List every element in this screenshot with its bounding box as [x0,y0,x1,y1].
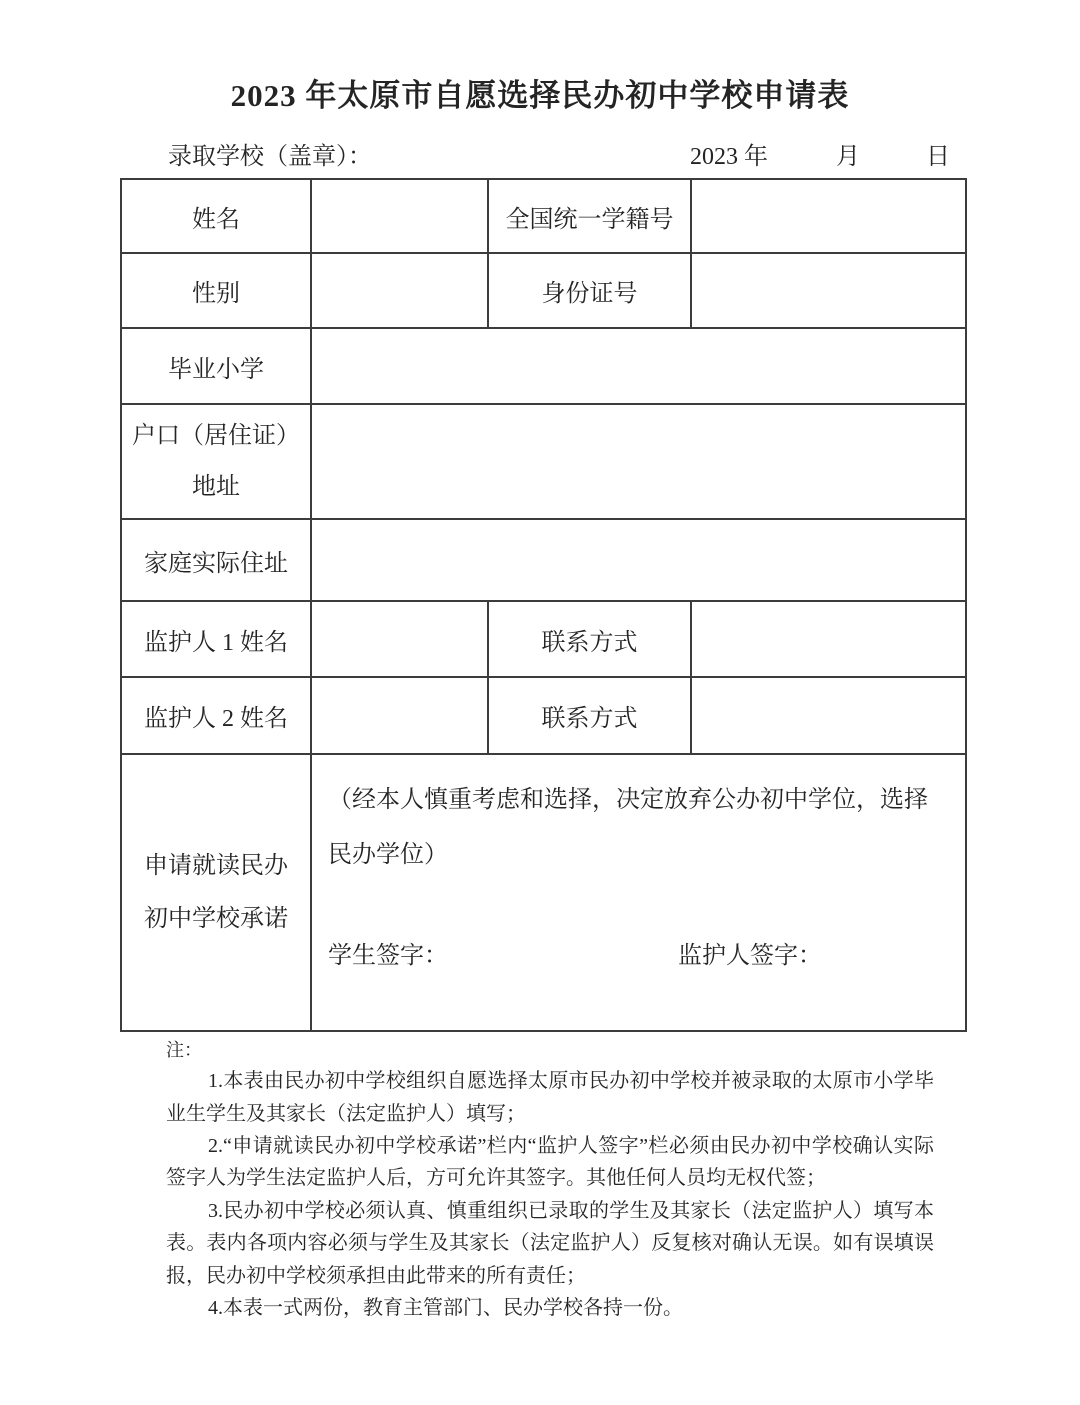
commitment-statement: （经本人慎重考虑和选择，决定放弃公办初中学位，选择民办学位） [328,787,928,869]
household-address-label [121,404,311,519]
commitment-cell [311,754,966,1031]
row-family-address [121,519,966,601]
graduated-primary-school-field[interactable] [311,328,966,404]
commitment-label-line1: 申请就读民办 [144,852,288,879]
date-year-label: 2023 年 [690,144,768,170]
student-signature-label: 学生签字： [328,943,448,970]
note-item-1: 1.本表由民办初中学校组织自愿选择太原市民办初中学校并被录取的太原市小学毕业生学生及其家长（法定监护人）填写； [166,1070,934,1125]
page-title: 2023 年太原市自愿选择民办初中学校申请表 [230,78,850,113]
notes-section [166,1036,934,1324]
commitment-label-line2: 初中学校承诺 [144,905,288,932]
graduated-primary-school-label: 毕业小学 [121,328,311,404]
id-card-number-label: 身份证号 [488,253,691,328]
form-header-row [168,136,950,171]
national-student-id-field[interactable] [691,179,966,253]
application-form-table [120,178,967,1032]
date-day-label: 日 [926,144,950,170]
guardian1-contact-field[interactable] [691,601,966,677]
family-actual-address-field[interactable] [311,519,966,601]
row-primary-school [121,328,966,404]
guardian2-contact-label: 联系方式 [488,677,691,754]
household-address-label-line2: 地址 [192,473,240,500]
admission-school-stamp-label: 录取学校（盖章）： [168,144,372,170]
notes-heading: 注： [166,1040,202,1060]
guardian1-name-field[interactable] [311,601,488,677]
note-item-4: 4.本表一式两份，教育主管部门、民办学校各持一份。 [208,1296,683,1319]
family-actual-address-label: 家庭实际住址 [121,519,311,601]
national-student-id-label: 全国统一学籍号 [488,179,691,253]
row-household-address [121,404,966,519]
note-item-3: 3.民办初中学校必须认真、慎重组织已录取的学生及其家长（法定监护人）填写本表。表内各项内容必须与学生及其家长（法定监护人）反复核对确认无误。如有误填误报，民办初中学校须承担由此带来的所有责任； [166,1199,934,1287]
guardian2-name-label: 监护人 2 姓名 [121,677,311,754]
date-month-label: 月 [836,144,860,170]
commitment-label [121,754,311,1031]
guardian1-name-label: 监护人 1 姓名 [121,601,311,677]
commitment-signatures [328,935,951,970]
student-signature-field[interactable] [448,939,538,963]
guardian1-contact-label: 联系方式 [488,601,691,677]
household-address-field[interactable] [311,404,966,519]
guardian2-name-field[interactable] [311,677,488,754]
household-address-label-line1: 户口（居住证） [132,423,300,450]
gender-label: 性别 [121,253,311,328]
guardian2-contact-field[interactable] [691,677,966,754]
row-name [121,179,966,253]
student-name-label: 姓名 [121,179,311,253]
row-guardian1 [121,601,966,677]
guardian-signature-field[interactable] [822,939,912,963]
row-gender [121,253,966,328]
note-item-2: 2.“申请就读民办初中学校承诺”栏内“监护人签字”栏必须由民办初中学校确认实际签字人为学生法定监护人后，方可允许其签字。其他任何人员均无权代签； [166,1134,934,1190]
guardian-signature-label: 监护人签字： [678,943,822,970]
row-guardian2 [121,677,966,754]
row-commitment [121,754,966,1031]
gender-field[interactable] [311,253,488,328]
id-card-number-field[interactable] [691,253,966,328]
student-name-field[interactable] [311,179,488,253]
date-group [690,136,950,171]
